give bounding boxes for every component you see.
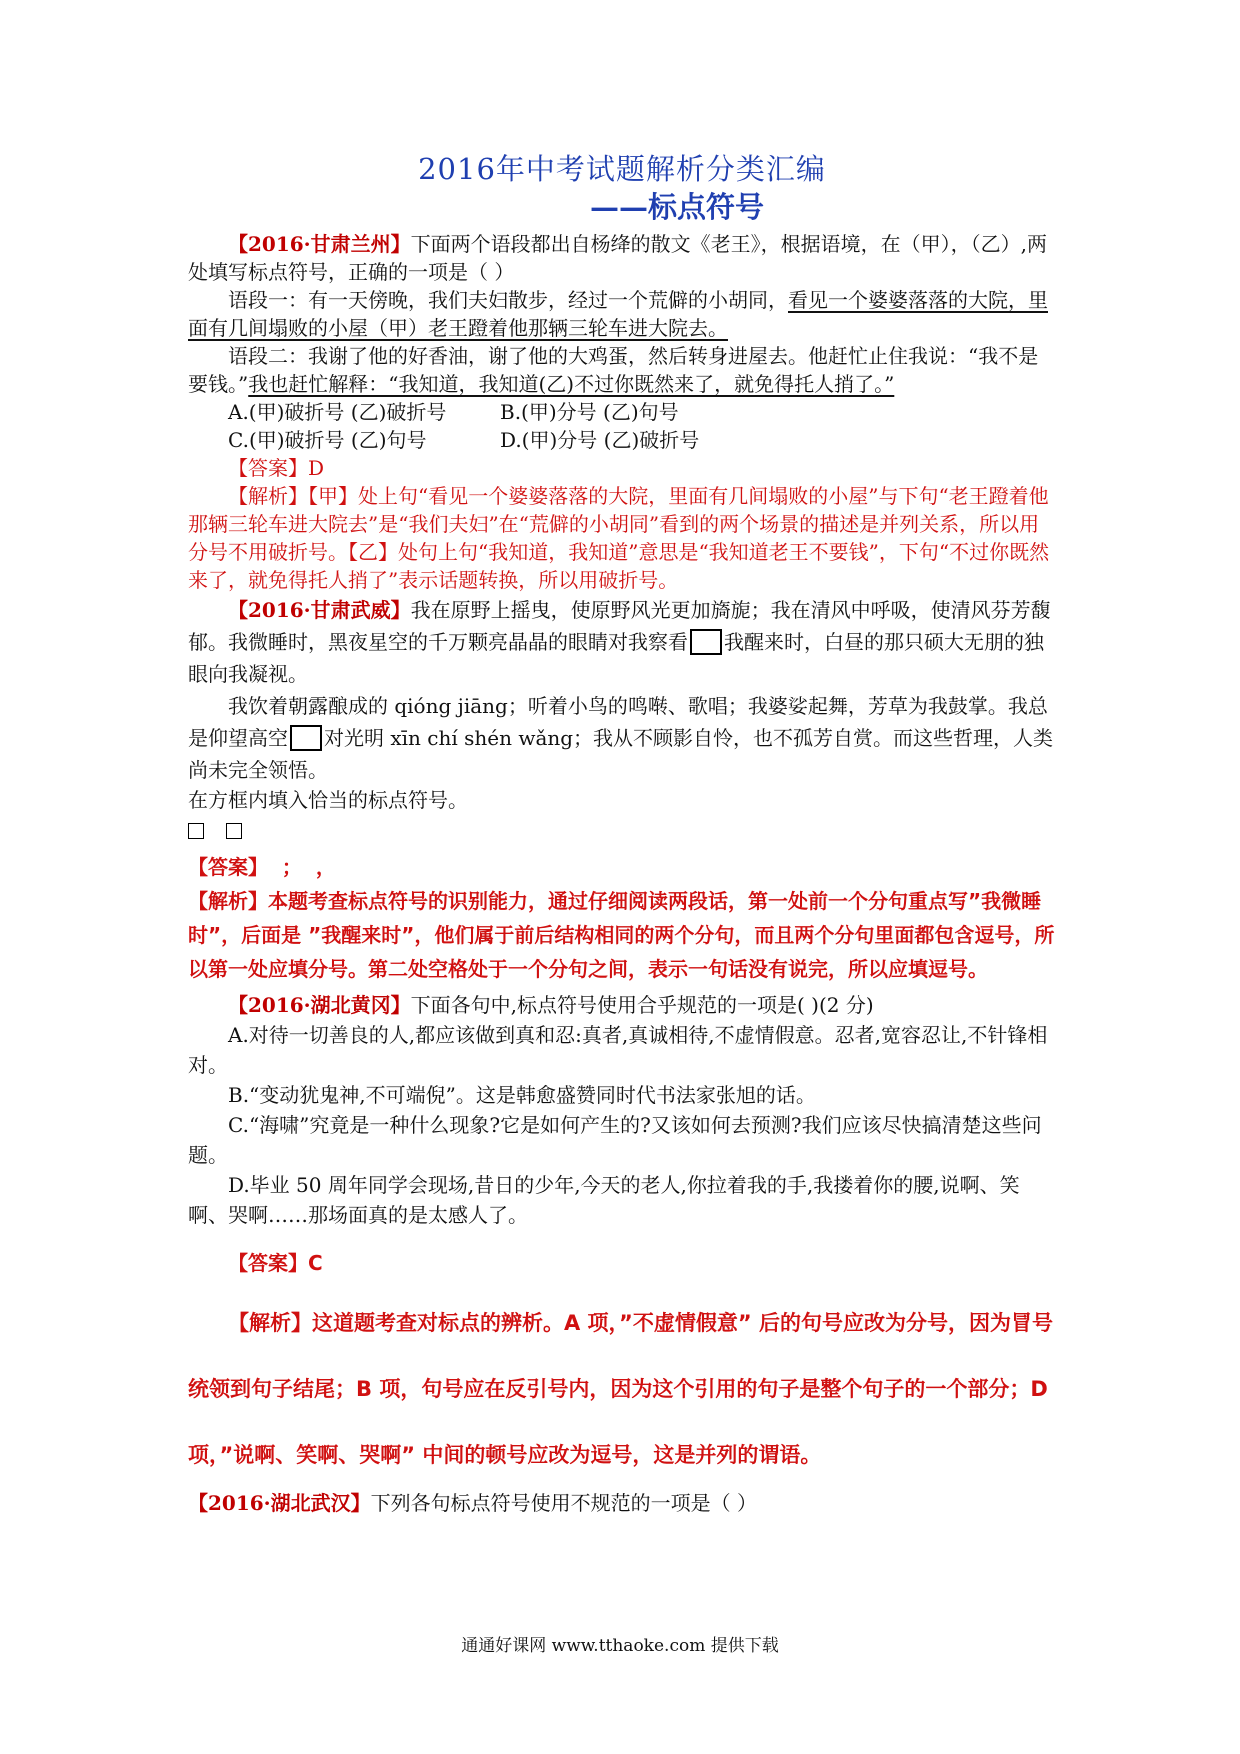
q3-stem: 下面各句中,标点符号使用合乎规范的一项是( )(2 分)	[410, 993, 874, 1017]
q2-source-tag: 【2016·甘肃武威】	[228, 598, 411, 622]
q1-answer	[188, 454, 1056, 482]
q4-stem-paragraph	[188, 1488, 1056, 1518]
q1-option-b: B.(甲)分号 (乙)句号	[500, 400, 679, 424]
q2-text-2: 我醒来时，白昼的那只硕大无朋的独眼向我凝视。	[188, 630, 1044, 686]
q3-answer-value: C	[308, 1251, 323, 1275]
page-title: 2016年中考试题解析分类汇编	[418, 152, 826, 186]
q1-stem-paragraph	[188, 230, 1056, 286]
q2-analysis: 【解析】本题考查标点符号的识别能力，通过仔细阅读两段话，第一处前一个分句重点写”我微睡时”，后面是 ”我醒来时”，他们属于前后结构相同的两个分句，而且两个分句里面都包含逗号，所以第一处应填分号。第二处空格处于一个分句之间，表示一句话没有说完，所以应填逗号。	[188, 889, 1055, 981]
q1-source-tag: 【2016·甘肃兰州】	[228, 232, 411, 256]
q3-option-b: B.“变动犹鬼神,不可端倪”。这是韩愈盛赞同时代书法家张旭的话。	[228, 1083, 816, 1107]
q3-answer	[188, 1248, 1056, 1278]
q1-answer-value: D	[308, 456, 325, 480]
q2-answer-tag: 【答案】	[188, 855, 268, 879]
q2-blank-box-1[interactable]	[690, 629, 722, 655]
q1-paragraph-1	[188, 286, 1056, 342]
q3-stem-paragraph	[188, 990, 1056, 1020]
q2-text-1: 我在原野上摇曳，使原野风光更加旖旎；我在清风中呼吸，使清风芬芳馥郁。我微睡时，黑夜星空的千万颗亮晶晶的眼睛对我察看	[188, 598, 1051, 654]
q1-option-a: A.(甲)破折号 (乙)破折号	[228, 400, 447, 424]
q2-answer	[188, 850, 1056, 884]
q2-empty-box-1	[188, 823, 204, 839]
q1-stem: 下面两个语段都出自杨绛的散文《老王》，根据语境，在（甲），（乙）,两处填写标点符号，正确的一项是（ ）	[188, 232, 1047, 284]
q1-options-row-2	[188, 426, 1056, 454]
q3-analysis	[188, 1290, 1056, 1488]
q3-answer-tag: 【答案】	[228, 1251, 308, 1275]
q3-source-tag: 【2016·湖北黄冈】	[228, 993, 411, 1017]
q2-paragraph-2	[188, 690, 1056, 786]
q2-paragraph-1	[188, 594, 1056, 690]
q2-empty-boxes	[188, 816, 1056, 844]
question-3	[188, 990, 1056, 1488]
q2-text-4: 对光明 xīn chí shén wǎng；我从不顾影自怜，也不孤芳自赏。而这些哲理，人类尚未完全领悟。	[188, 726, 1054, 782]
q1-para1-text: 语段一：有一天傍晚，我们夫妇散步，经过一个荒僻的小胡同，	[228, 288, 788, 312]
q1-analysis-tag: 【解析】	[228, 484, 308, 508]
q1-analysis	[188, 482, 1056, 594]
q2-instruction: 在方框内填入恰当的标点符号。	[188, 788, 468, 812]
q1-option-c: C.(甲)破折号 (乙)句号	[228, 428, 427, 452]
q2-text-3: 我饮着朝露酿成的 qióng jiāng；听着小鸟的鸣啭、歌唱；我婆娑起舞，芳草为我鼓掌。我总是仰望高空	[188, 694, 1048, 750]
q1-options-row-1	[188, 398, 1056, 426]
q3-option-a: A.对待一切善良的人,都应该做到真和忍:真者,真诚相待,不虚情假意。忍者,宽容忍让,不针锋相对。	[188, 1023, 1048, 1077]
q2-answer-value: ； ，	[268, 855, 336, 879]
page-footer: 通通好课网 www.tthaoke.com 提供下载	[461, 1636, 779, 1656]
q4-stem: 下列各句标点符号使用不规范的一项是（ ）	[370, 1491, 757, 1515]
q3-analysis-text: 这道题考查对标点的辨析。A 项，”不虚情假意” 后的句号应改为分号，因为冒号统领到句子结尾；B 项，句号应在反引号内，因为这个引用的句子是整个句子的一个部分；D 项，”说啊、笑啊、哭啊” 中间的顿号应改为逗号，这是并列的谓语。	[188, 1311, 1053, 1467]
q3-analysis-tag: 【解析】	[228, 1311, 312, 1335]
page-subtitle: ——标点符号	[589, 190, 764, 224]
q1-answer-tag: 【答案】	[228, 456, 308, 480]
question-2	[188, 594, 1056, 986]
q1-para1-underlined: 看见一个婆婆落落的大院，里面有几间塌败的小屋（甲）老王蹬着他那辆三轮车进大院去。	[188, 288, 1048, 340]
q3-option-d: D.毕业 50 周年同学会现场,昔日的少年,今天的老人,你拉着我的手,我搂着你的腰,说啊、笑啊、哭啊……那场面真的是太感人了。	[188, 1173, 1020, 1227]
q4-source-tag: 【2016·湖北武汉】	[188, 1491, 371, 1515]
q1-option-d: D.(甲)分号 (乙)破折号	[500, 428, 700, 452]
q1-para2-underlined: 我也赶忙解释：“我知道，我知道(乙)不过你既然来了，就免得托人捎了。”	[248, 372, 895, 396]
q1-paragraph-2	[188, 342, 1056, 398]
q3-option-c: C.“海啸”究竟是一种什么现象?它是如何产生的?又该如何去预测?我们应该尽快搞清楚这些问题。	[188, 1113, 1042, 1167]
question-1	[188, 230, 1056, 594]
document-page	[188, 150, 1056, 1518]
question-4	[188, 1488, 1056, 1518]
q2-empty-box-2	[226, 823, 242, 839]
q2-blank-box-2[interactable]	[290, 725, 322, 751]
q1-analysis-text: 【甲】处上句“看见一个婆婆落落的大院，里面有几间塌败的小屋”与下句“老王蹬着他那辆三轮车进大院去”是“我们夫妇”在“荒僻的小胡同”看到的两个场景的描述是并列关系，所以用分号不用破折号。【乙】处句上句“我知道，我知道”意思是“我知道老王不要钱”，下句“不过你既然来了，就免得托人捎了”表示话题转换，所以用破折号。	[188, 484, 1050, 592]
q1-para2-text: 语段二：我谢了他的好香油，谢了他的大鸡蛋，然后转身进屋去。他赶忙止住我说：“我不是要钱。”	[188, 344, 1039, 396]
